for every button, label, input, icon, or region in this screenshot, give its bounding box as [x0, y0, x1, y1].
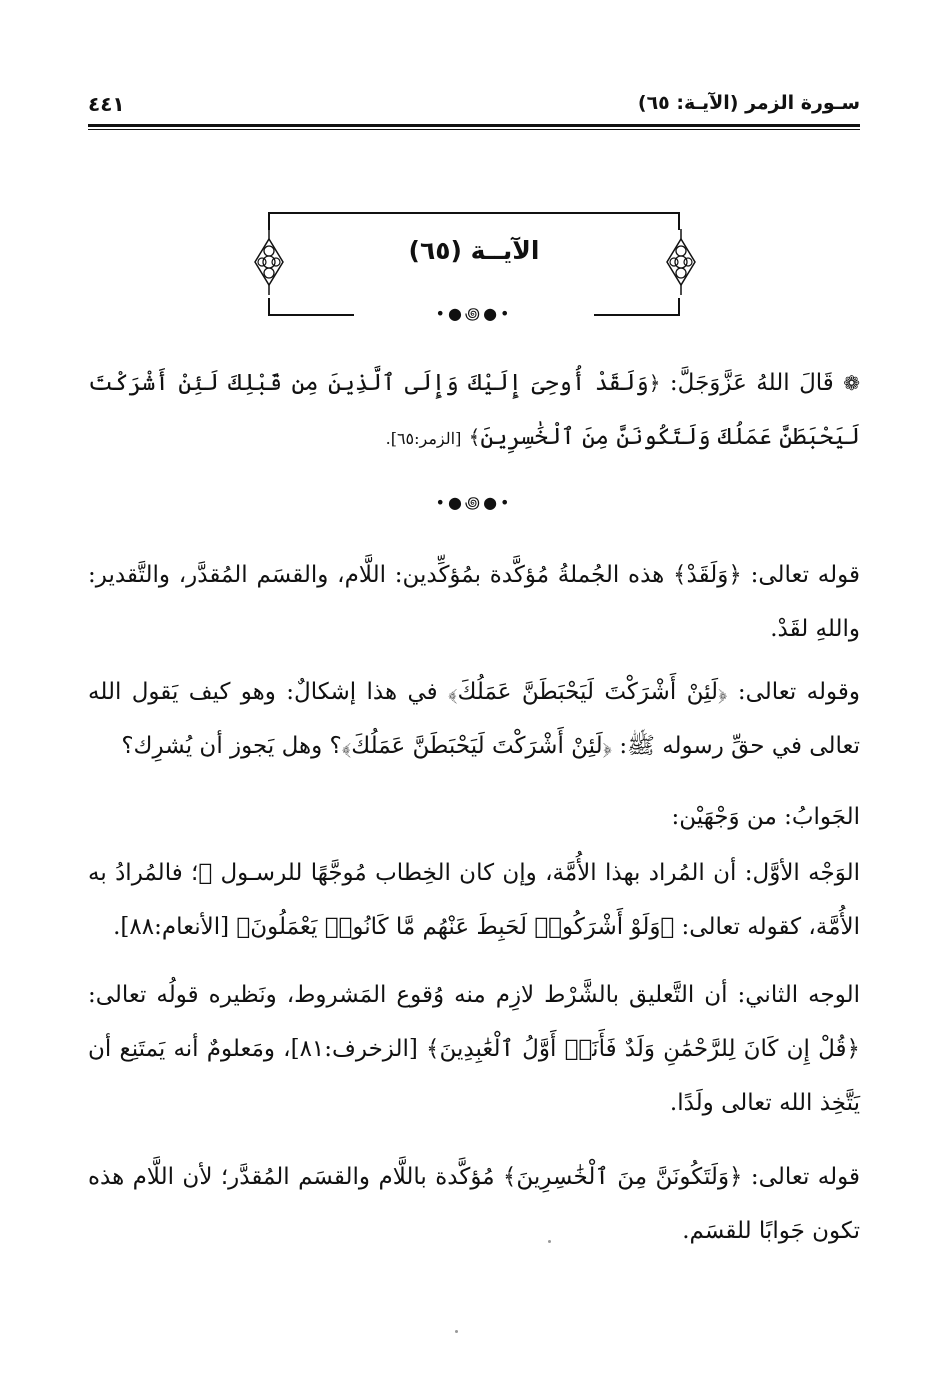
ornamental-divider: •●꩜●•	[435, 493, 513, 512]
verse-open-bracket: ﴿	[648, 371, 661, 395]
paragraph: الوَجْه الأوَّل: أن المُراد بهذا الأُمَّة، وإن كان الخِطاب مُوجَّهًا للرسـول ﷺ؛ فالمُرادُ به الأُمَّة، كقوله تعالى: ﴿وَلَوْ أَشْرَكُوا۟ لَحَبِطَ عَنْهُم مَّا كَانُوا۟ يَعْمَلُونَ﴾ [الأنعام:٨٨].	[88, 860, 860, 940]
ayah-heading: الآيــة (٦٥)	[408, 236, 540, 265]
verse-intro: قَالَ اللهُ عَزَّوَجَلَّ:	[669, 370, 834, 396]
paragraph: قوله تعالى: ﴿وَلَتَكُونَنَّ مِنَ ٱلْخَٰسِرِينَ﴾ مُؤكَّدة باللَّام والقسَم المُقدَّر؛ لأن اللَّام هذه تكون جَوابًا للقسَم.	[88, 1164, 860, 1244]
verse-text: وَلَقَدْ أُوحِىَ إِلَيْكَ وَإِلَى ٱلَّذِينَ مِن قَبْلِكَ لَئِنْ أَشْرَكْتَ لَيَحْبَطَنَّ عَمَلُكَ وَلَتَكُونَنَّ مِنَ ٱلْخَٰسِرِينَ	[88, 370, 860, 450]
verse-close-bracket: ﴾	[468, 425, 481, 449]
scan-speck	[455, 1330, 458, 1333]
header-rule-thin	[88, 129, 860, 130]
verse-reference: [الزمر:٦٥].	[385, 429, 462, 448]
running-header	[88, 92, 860, 126]
flower-bullet-icon: ❁	[843, 371, 860, 395]
page-number: ٤٤١	[88, 92, 125, 116]
paragraph: وقوله تعالى: ﴿لَئِنْ أَشْرَكْتَ لَيَحْبَطَنَّ عَمَلُكَ﴾ في هذا إشكالٌ: وهو كيف يَقول الله تعالى في حقِّ رسوله ﷺ: ﴿لَئِنْ أَشْرَكْتَ لَيَحْبَطَنَّ عَمَلُكَ﴾؟ وهل يَجوز أن يُشرِك؟	[88, 679, 860, 759]
header-rule-thick	[88, 124, 860, 127]
paragraph: الجَوابُ: من وَجْهَيْن:	[671, 804, 860, 830]
paragraph: قوله تعالى: ﴿وَلَقَدْ﴾ هذه الجُملةُ مُؤكَّدة بمُؤكِّدين: اللَّام، والقسَم المُقدَّر، والتَّقدير: واللهِ لقَدْ.	[88, 562, 860, 642]
paragraph: الوجه الثاني: أن التَّعليق بالشَّرْط لازِم منه وُقوع المَشروط، ونَظيره قولُه تعالى: ﴿قُلْ إِن كَانَ لِلرَّحْمَٰنِ وَلَدٌ فَأَنَا۠ أَوَّلُ ٱلْعَٰبِدِينَ﴾ [الزخرف:٨١]، ومَعلومٌ أنه يَمتَنِع أن يَتَّخِذ الله تعالى ولَدًا.	[88, 982, 860, 1116]
verse-block	[88, 356, 860, 466]
ornamental-divider: •●꩜●•	[435, 304, 513, 323]
scan-speck	[548, 1240, 551, 1243]
chapter-title: سـورة الزمر (الآيـة: ٦٥)	[637, 92, 860, 114]
